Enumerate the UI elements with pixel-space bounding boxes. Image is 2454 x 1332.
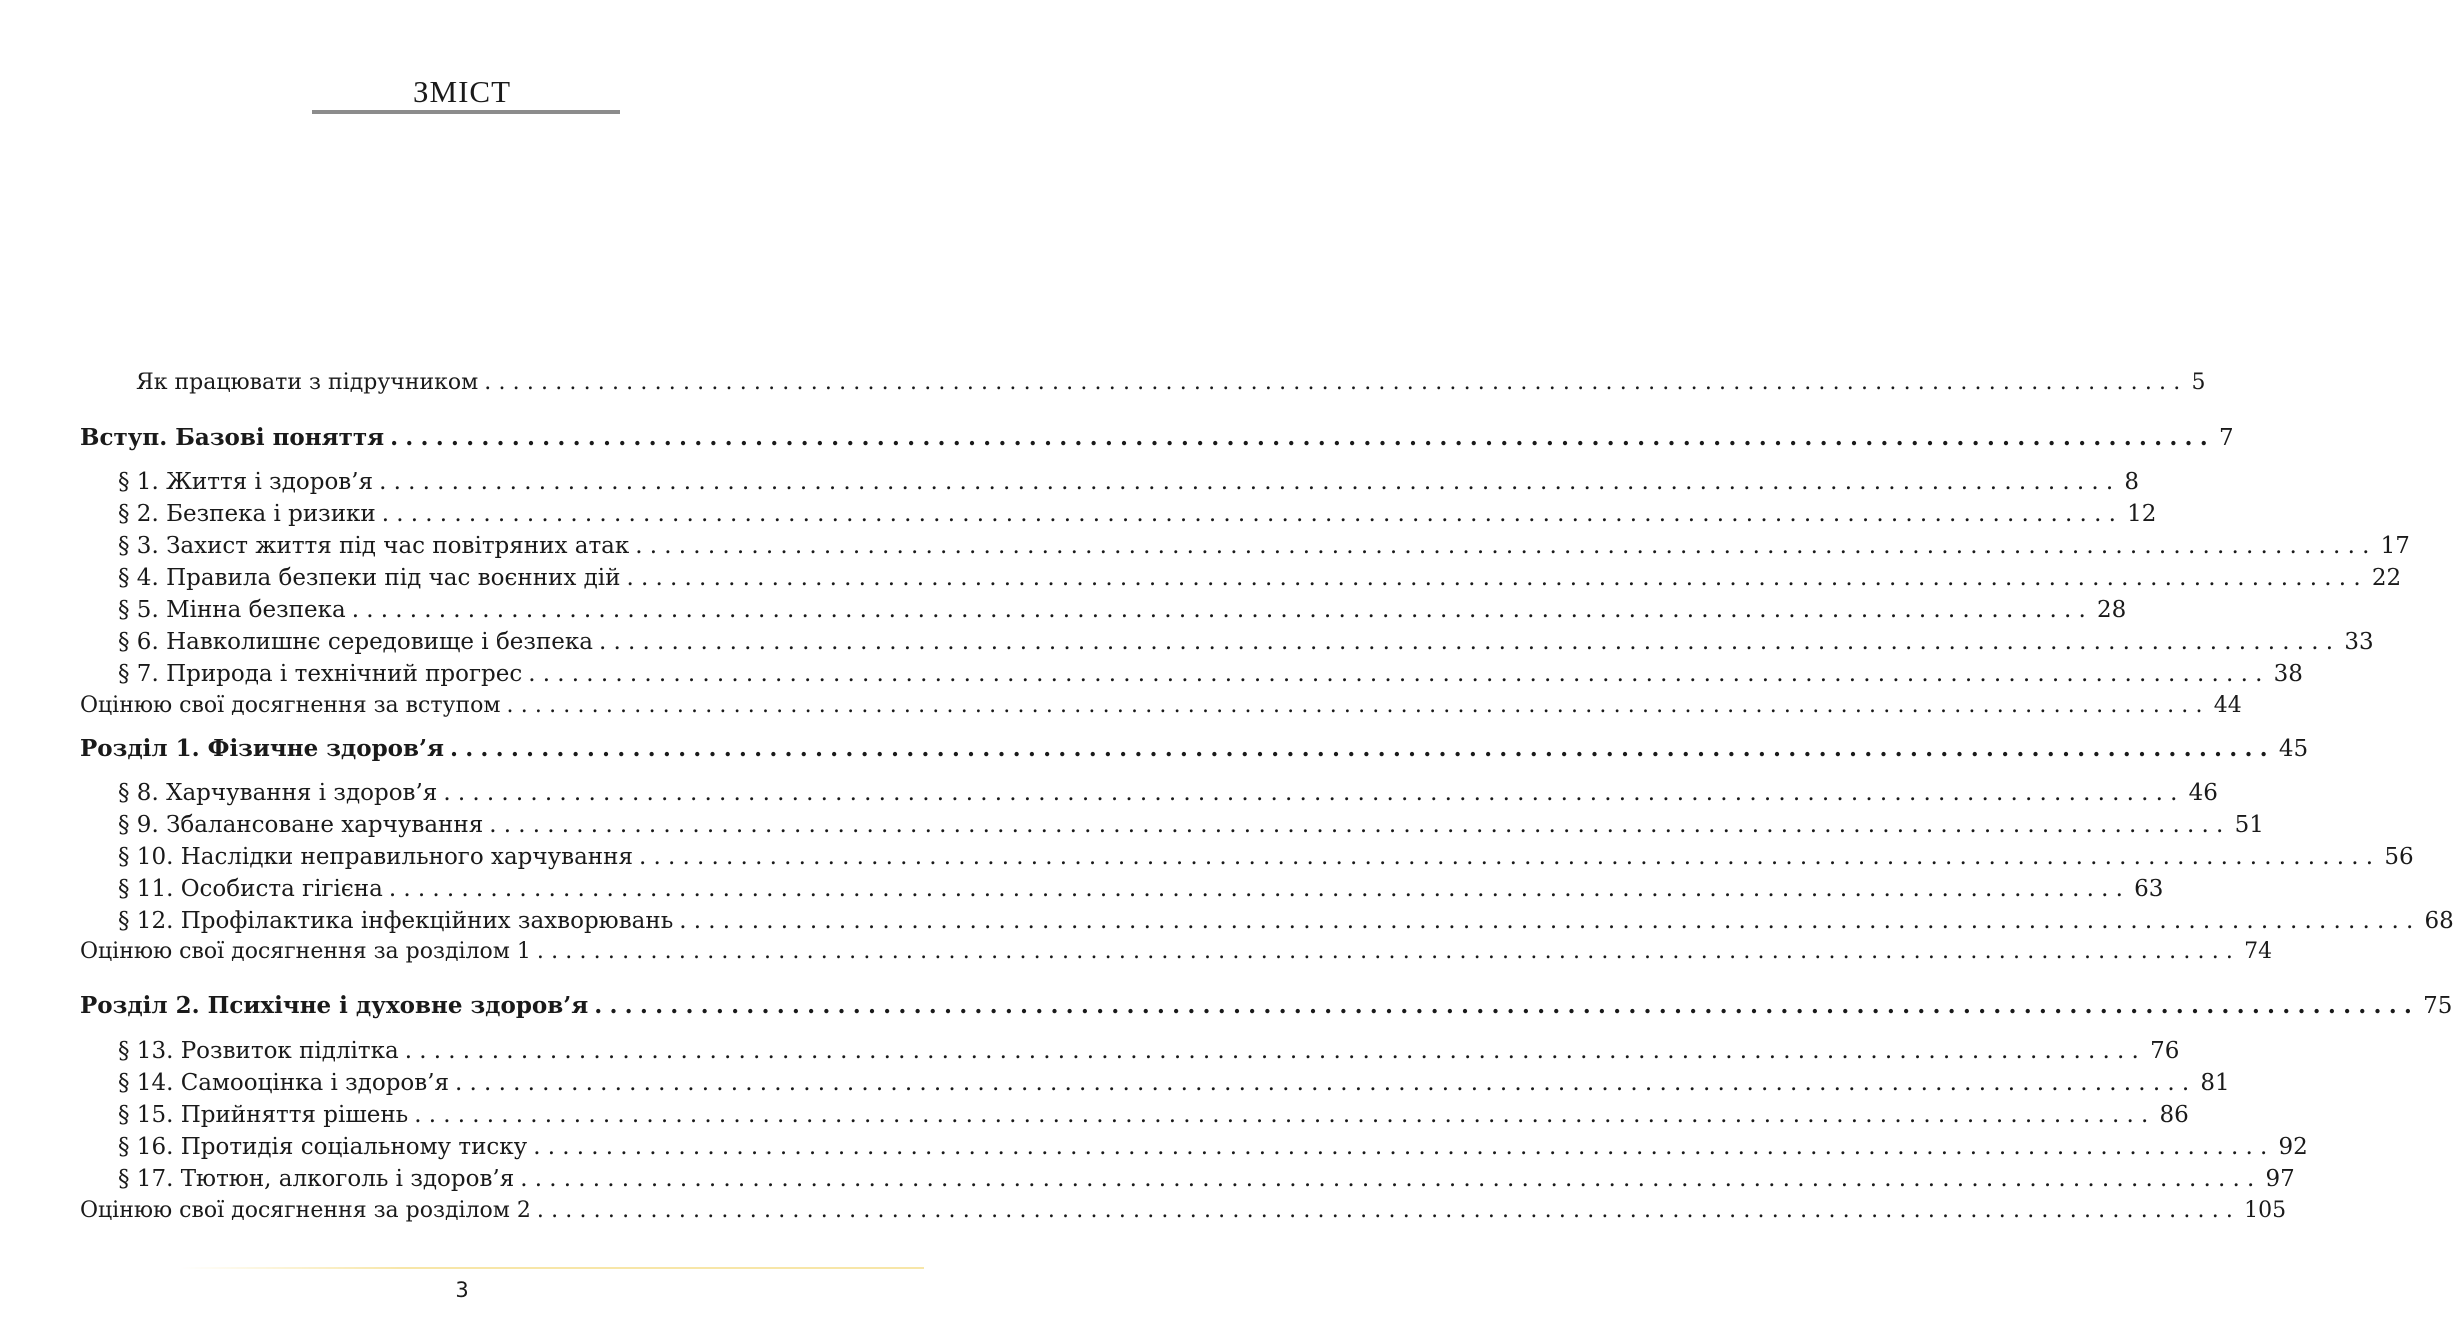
toc-heading-chapter-1[interactable] xyxy=(80,734,2309,764)
toc-entry-page: 51 xyxy=(2234,812,2264,838)
toc-entry-label: Оцінюю свої досягнення за розділом 1 xyxy=(80,939,531,964)
toc-entry-page: 63 xyxy=(2134,876,2164,902)
dot-leader: ........................................................................................................................ xyxy=(594,992,2420,1019)
toc-section-4[interactable] xyxy=(118,563,2402,593)
toc-entry-label: Оцінюю свої досягнення за вступом xyxy=(80,693,501,718)
dot-leader: ........................................................................................................................ xyxy=(455,1070,2197,1096)
toc-entry-page: 76 xyxy=(2150,1038,2180,1064)
toc-entry-page: 46 xyxy=(2188,780,2218,806)
dot-leader: ........................................................................................................................ xyxy=(638,844,2381,870)
toc-entry-page: 17 xyxy=(2380,533,2410,559)
dot-leader: ........................................................................................................................ xyxy=(443,780,2185,806)
toc-heading-label: Вступ. Базові поняття xyxy=(80,424,385,451)
toc-entry-page: 5 xyxy=(2191,370,2206,395)
dot-leader: ........................................................................................................................ xyxy=(489,812,2231,838)
toc-section-11[interactable] xyxy=(118,874,2164,904)
toc-entry-page: 38 xyxy=(2273,661,2303,687)
toc-section-13[interactable] xyxy=(118,1036,2180,1066)
toc-entry-how-to-use[interactable] xyxy=(136,368,2206,398)
dot-leader: ........................................................................................................................ xyxy=(626,565,2368,591)
toc-entry-page: 45 xyxy=(2278,736,2309,762)
toc-entry-label: § 17. Тютюн, алкоголь і здоров’я xyxy=(118,1166,515,1192)
toc-entry-page: 105 xyxy=(2244,1198,2287,1223)
dot-leader: ........................................................................................................................ xyxy=(404,1038,2147,1064)
toc-section-17[interactable] xyxy=(118,1164,2295,1194)
toc-entry-label: § 2. Безпека і ризики xyxy=(118,501,376,527)
toc-section-6[interactable] xyxy=(118,627,2374,657)
toc-entry-page: 33 xyxy=(2344,629,2374,655)
dot-leader: ........................................................................................................................ xyxy=(528,661,2270,687)
toc-entry-page: 75 xyxy=(2423,993,2453,1019)
toc-entry-page: 68 xyxy=(2424,908,2454,934)
toc-section-10[interactable] xyxy=(118,842,2414,872)
toc-entry-page: 74 xyxy=(2244,939,2273,964)
toc-entry-page: 8 xyxy=(2124,469,2140,495)
toc-entry-label: § 14. Самооцінка і здоров’я xyxy=(118,1070,450,1096)
dot-leader: ........................................................................................................................ xyxy=(379,469,2121,495)
toc-entry-page: 44 xyxy=(2213,693,2242,718)
dot-leader: ........................................................................................................................ xyxy=(414,1102,2156,1128)
toc-section-2[interactable] xyxy=(118,499,2157,529)
toc-entry-label: § 10. Наслідки неправильного харчування xyxy=(118,844,633,870)
toc-heading-introduction[interactable] xyxy=(80,423,2234,453)
dot-leader: ........................................................................................................................ xyxy=(536,1198,2241,1223)
dot-leader: ........................................................................................................................ xyxy=(449,735,2275,762)
dot-leader: ........................................................................................................................ xyxy=(351,597,2094,623)
dot-leader: ........................................................................................................................ xyxy=(598,629,2341,655)
toc-entry-label: Оцінюю свої досягнення за розділом 2 xyxy=(80,1198,531,1223)
dot-leader: ........................................................................................................................ xyxy=(635,533,2377,559)
footer-divider xyxy=(180,1267,924,1269)
toc-section-5[interactable] xyxy=(118,595,2127,625)
toc-entry-label: § 12. Профілактика інфекційних захворювань xyxy=(118,908,674,934)
toc-entry-label: § 15. Прийняття рішень xyxy=(118,1102,409,1128)
toc-entry-page: 22 xyxy=(2371,565,2402,591)
toc-entry-page: 81 xyxy=(2200,1070,2230,1096)
toc-section-1[interactable] xyxy=(118,467,2140,497)
toc-section-15[interactable] xyxy=(118,1100,2189,1130)
toc-entry-label: § 6. Навколишнє середовище і безпека xyxy=(118,629,593,655)
toc-heading-label: Розділ 1. Фізичне здоров’я xyxy=(80,735,444,762)
toc-entry-page: 12 xyxy=(2127,501,2157,527)
toc-assessment-chapter-2[interactable] xyxy=(80,1196,2287,1226)
dot-leader: ........................................................................................................................ xyxy=(484,370,2188,395)
toc-entry-page: 28 xyxy=(2097,597,2127,623)
toc-section-14[interactable] xyxy=(118,1068,2230,1098)
toc-entry-page: 92 xyxy=(2278,1134,2308,1160)
dot-leader: ........................................................................................................................ xyxy=(390,424,2215,451)
toc-entry-label: § 1. Життя і здоров’я xyxy=(118,469,374,495)
dot-leader: ........................................................................................................................ xyxy=(520,1166,2262,1192)
toc-heading-label: Розділ 2. Психічне і духовне здоров’я xyxy=(80,992,589,1019)
dot-leader: ........................................................................................................................ xyxy=(506,693,2210,718)
toc-entry-page: 56 xyxy=(2384,844,2414,870)
dot-leader: ........................................................................................................................ xyxy=(388,876,2131,902)
toc-entry-label: § 9. Збалансоване харчування xyxy=(118,812,484,838)
toc-heading-chapter-2[interactable] xyxy=(80,991,2453,1021)
toc-section-3[interactable] xyxy=(118,531,2410,561)
toc-entry-label: § 7. Природа і технічний прогрес xyxy=(118,661,523,687)
toc-section-16[interactable] xyxy=(118,1132,2308,1162)
dot-leader: ........................................................................................................................ xyxy=(533,1134,2275,1160)
toc-entry-label: § 11. Особиста гігієна xyxy=(118,876,383,902)
toc-entry-label: § 13. Розвиток підлітка xyxy=(118,1038,399,1064)
toc-entry-page: 97 xyxy=(2265,1166,2295,1192)
toc-entry-label: § 16. Протидія соціальному тиску xyxy=(118,1134,528,1160)
toc-section-7[interactable] xyxy=(118,659,2303,689)
dot-leader: ........................................................................................................................ xyxy=(679,908,2421,934)
toc-entry-label: § 4. Правила безпеки під час воєнних дій xyxy=(118,565,621,591)
dot-leader: ........................................................................................................................ xyxy=(536,939,2241,964)
toc-entry-label: § 3. Захист життя під час повітряних атак xyxy=(118,533,630,559)
toc-section-12[interactable] xyxy=(118,906,2454,936)
toc-entry-label: § 5. Мінна безпека xyxy=(118,597,346,623)
page-number: 3 xyxy=(455,1278,469,1302)
toc-assessment-introduction[interactable] xyxy=(80,691,2242,721)
toc-entry-label: Як працювати з підручником xyxy=(136,370,479,395)
toc-section-8[interactable] xyxy=(118,778,2218,808)
toc-entry-label: § 8. Харчування і здоров’я xyxy=(118,780,438,806)
page-title: ЗМІСТ xyxy=(412,74,512,109)
toc-assessment-chapter-1[interactable] xyxy=(80,937,2273,967)
dot-leader: ........................................................................................................................ xyxy=(381,501,2124,527)
toc-entry-page: 7 xyxy=(2218,425,2234,451)
toc-entry-page: 86 xyxy=(2159,1102,2189,1128)
toc-section-9[interactable] xyxy=(118,810,2264,840)
